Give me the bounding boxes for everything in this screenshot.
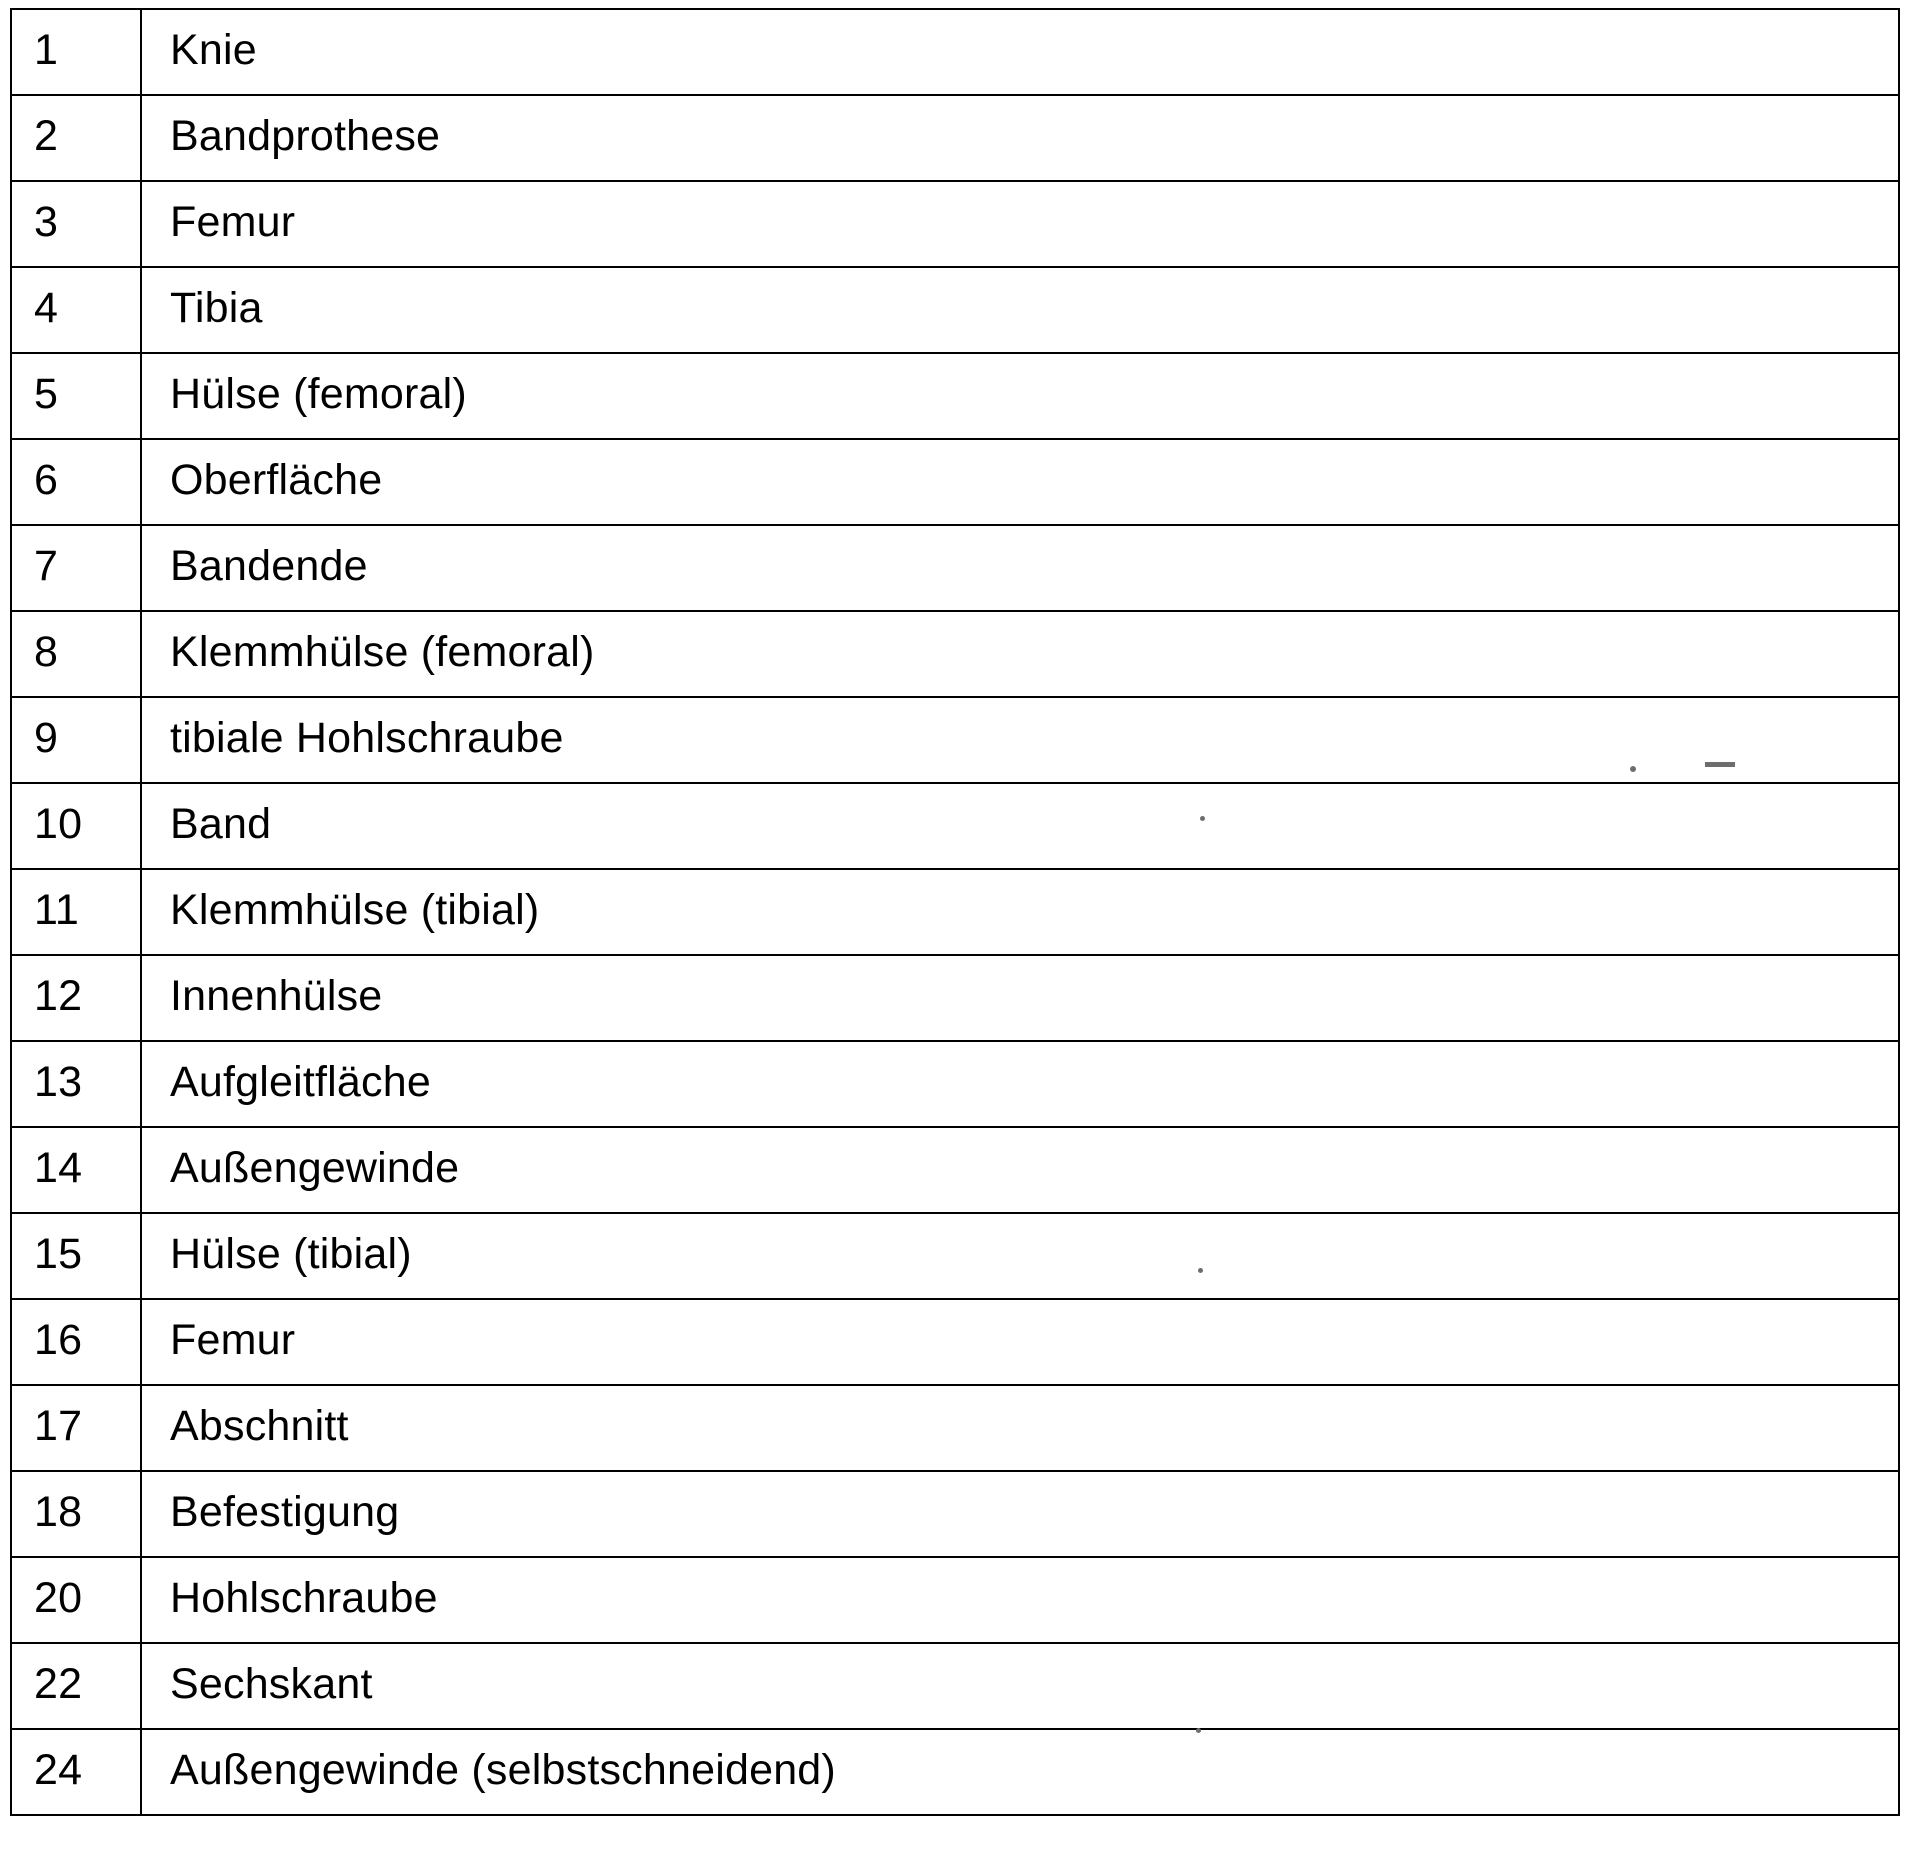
- reference-number: 14: [34, 1143, 83, 1192]
- table-cell-label: [141, 1557, 1899, 1643]
- table-cell-number: [11, 9, 141, 95]
- reference-number: 3: [34, 197, 59, 246]
- table-cell-number: [11, 267, 141, 353]
- reference-label: Außengewinde: [170, 1143, 460, 1192]
- reference-number: 24: [34, 1745, 83, 1794]
- reference-number: 15: [34, 1229, 83, 1278]
- reference-label: Sechskant: [170, 1659, 373, 1708]
- table-cell-label: [141, 95, 1899, 181]
- table-cell-label: [141, 9, 1899, 95]
- reference-label: Oberfläche: [170, 455, 383, 504]
- table-row: [11, 1557, 1899, 1643]
- table-cell-number: [11, 1127, 141, 1213]
- reference-number: 12: [34, 971, 83, 1020]
- table-row: [11, 181, 1899, 267]
- table-cell-label: [141, 1213, 1899, 1299]
- reference-label: Abschnitt: [170, 1401, 349, 1450]
- table-cell-label: [141, 1729, 1899, 1815]
- reference-label: Knie: [170, 25, 257, 74]
- table-cell-label: [141, 1041, 1899, 1127]
- reference-label: Hülse (femoral): [170, 369, 467, 418]
- table-row: [11, 1471, 1899, 1557]
- table-cell-number: [11, 1729, 141, 1815]
- table-cell-number: [11, 95, 141, 181]
- table-cell-number: [11, 1299, 141, 1385]
- table-cell-number: [11, 181, 141, 267]
- reference-number: 6: [34, 455, 59, 504]
- table-cell-number: [11, 611, 141, 697]
- table-cell-label: [141, 783, 1899, 869]
- reference-label: Femur: [170, 1315, 296, 1364]
- table-cell-label: [141, 1385, 1899, 1471]
- reference-number: 1: [34, 25, 59, 74]
- reference-number: 22: [34, 1659, 83, 1708]
- reference-number: 2: [34, 111, 59, 160]
- reference-label: Klemmhülse (tibial): [170, 885, 540, 934]
- reference-label: Hülse (tibial): [170, 1229, 412, 1278]
- table-cell-number: [11, 697, 141, 783]
- table-cell-label: [141, 181, 1899, 267]
- reference-label: Innenhülse: [170, 971, 383, 1020]
- table-cell-label: [141, 439, 1899, 525]
- reference-label: Band: [170, 799, 272, 848]
- table-cell-number: [11, 1471, 141, 1557]
- table-row: [11, 1643, 1899, 1729]
- table-cell-number: [11, 783, 141, 869]
- reference-numeral-table: [10, 8, 1900, 1816]
- table-row: [11, 1041, 1899, 1127]
- table-row: [11, 353, 1899, 439]
- table-cell-label: [141, 869, 1899, 955]
- reference-number: 5: [34, 369, 59, 418]
- table-cell-label: [141, 353, 1899, 439]
- table-cell-number: [11, 1557, 141, 1643]
- table-row: [11, 869, 1899, 955]
- table-cell-number: [11, 1213, 141, 1299]
- table-row: [11, 783, 1899, 869]
- reference-label: Tibia: [170, 283, 263, 332]
- table-cell-number: [11, 439, 141, 525]
- reference-label: Klemmhülse (femoral): [170, 627, 595, 676]
- reference-label: Außengewinde (selbstschneidend): [170, 1745, 836, 1794]
- reference-label: Bandende: [170, 541, 368, 590]
- table-cell-label: [141, 955, 1899, 1041]
- table-row: [11, 9, 1899, 95]
- table-body: [11, 9, 1899, 1815]
- table-cell-number: [11, 869, 141, 955]
- table-row: [11, 955, 1899, 1041]
- reference-label: Aufgleitfläche: [170, 1057, 431, 1106]
- reference-number: 8: [34, 627, 59, 676]
- reference-label: Befestigung: [170, 1487, 400, 1536]
- table-row: [11, 1385, 1899, 1471]
- reference-number: 11: [34, 885, 80, 934]
- table-cell-number: [11, 1041, 141, 1127]
- reference-label: Hohlschraube: [170, 1573, 438, 1622]
- reference-number: 20: [34, 1573, 83, 1622]
- table-cell-number: [11, 353, 141, 439]
- reference-number: 18: [34, 1487, 83, 1536]
- table-row: [11, 95, 1899, 181]
- table-cell-label: [141, 611, 1899, 697]
- reference-number: 17: [34, 1401, 83, 1450]
- reference-label: tibiale Hohlschraube: [170, 713, 564, 762]
- reference-number: 7: [34, 541, 59, 590]
- table-cell-number: [11, 1643, 141, 1729]
- table-row: [11, 267, 1899, 353]
- table-cell-label: [141, 1299, 1899, 1385]
- table-row: [11, 1299, 1899, 1385]
- reference-number: 13: [34, 1057, 83, 1106]
- reference-label: Femur: [170, 197, 296, 246]
- reference-number: 10: [34, 799, 83, 848]
- table-cell-number: [11, 525, 141, 611]
- table-cell-label: [141, 1643, 1899, 1729]
- table-row: [11, 525, 1899, 611]
- table-row: [11, 1729, 1899, 1815]
- reference-number: 16: [34, 1315, 83, 1364]
- table-row: [11, 697, 1899, 783]
- table-cell-label: [141, 1127, 1899, 1213]
- table-cell-label: [141, 267, 1899, 353]
- reference-label: Bandprothese: [170, 111, 441, 160]
- reference-number: 4: [34, 283, 59, 332]
- table-row: [11, 1213, 1899, 1299]
- table-row: [11, 439, 1899, 525]
- reference-number: 9: [34, 713, 59, 762]
- table-cell-label: [141, 1471, 1899, 1557]
- table-cell-label: [141, 697, 1899, 783]
- table-row: [11, 611, 1899, 697]
- table-cell-number: [11, 1385, 141, 1471]
- table-row: [11, 1127, 1899, 1213]
- table-cell-number: [11, 955, 141, 1041]
- table-cell-label: [141, 525, 1899, 611]
